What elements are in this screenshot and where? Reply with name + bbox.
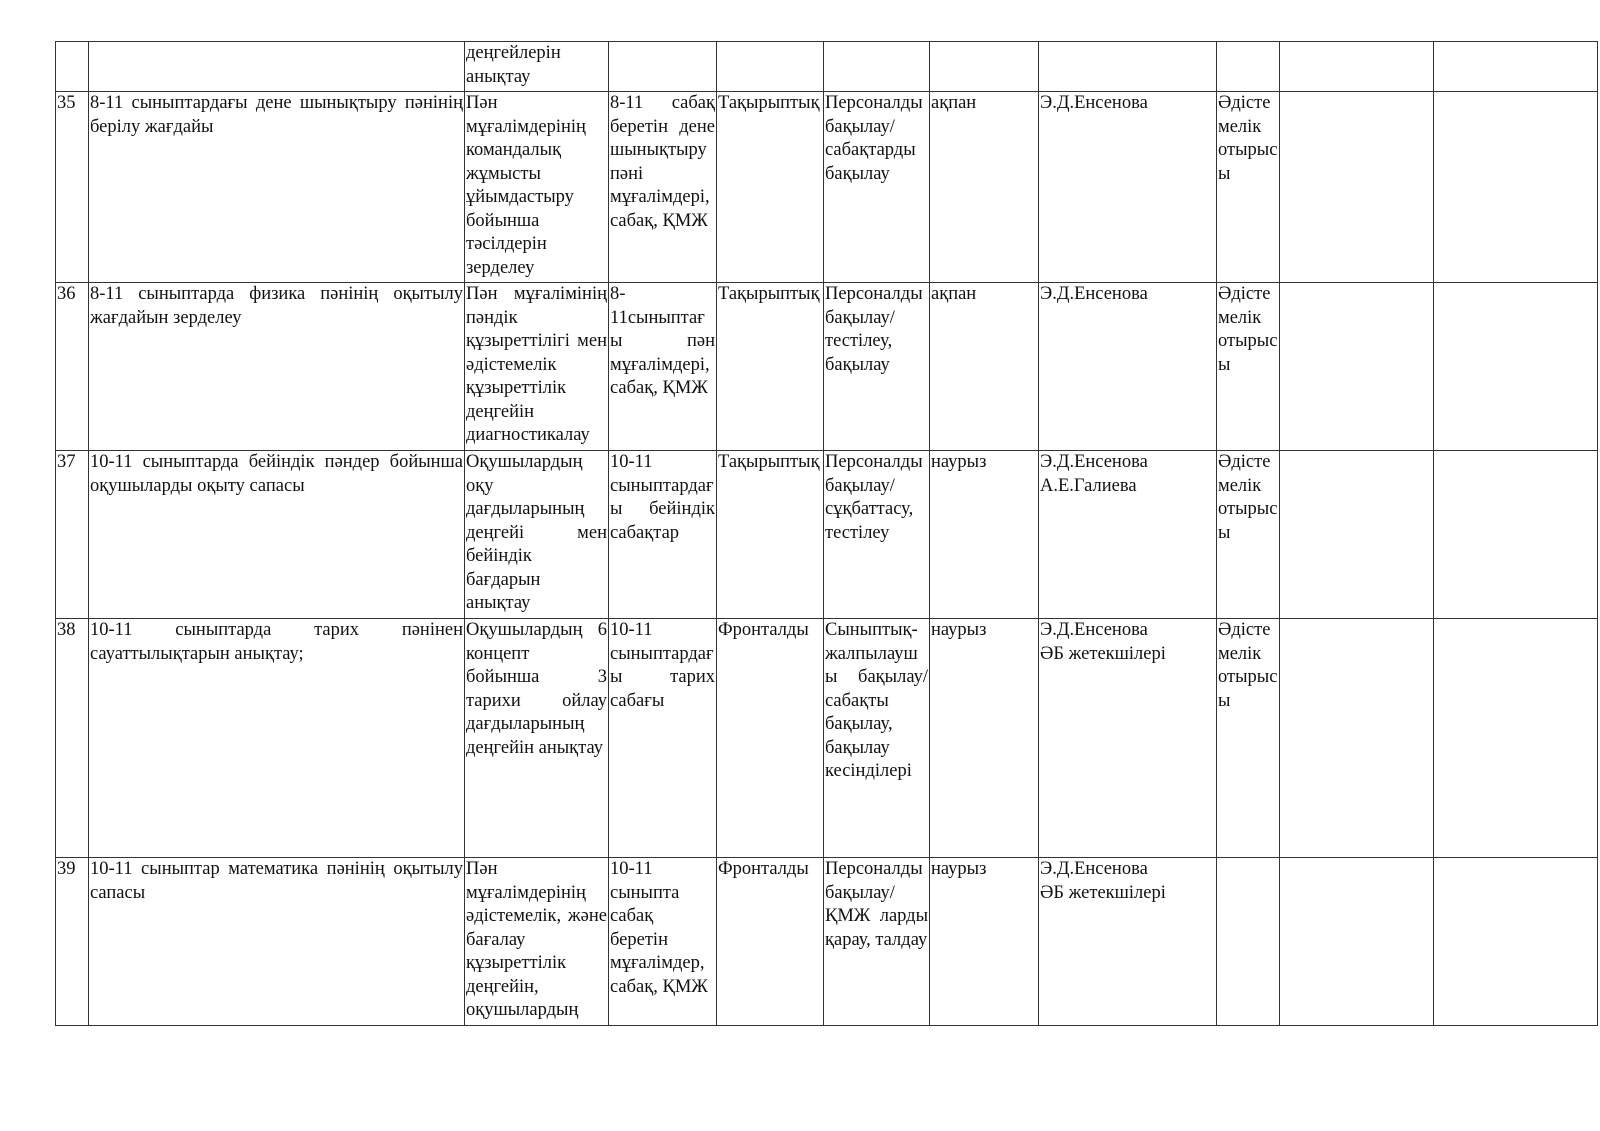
method-cell: Персоналды бақылау/ сұқбаттасу, тестілеу (824, 451, 930, 619)
table-row (56, 858, 1598, 1026)
extra-cell-2 (1434, 451, 1598, 619)
object-cell: 10-11 сыныпта сабақ беретін мұғалімдер, сабақ, ҚМЖ (609, 858, 717, 1026)
row-number: 39 (56, 858, 89, 1026)
purpose-cell: Оқушылардың 6 концепт бойынша 3 тарихи ойлау дағдыларының деңгейін анықтау (465, 619, 609, 858)
extra-cell-1 (1280, 451, 1434, 619)
method-cell: Персоналды бақылау/ тестілеу, бақылау (824, 283, 930, 451)
table-row-continuation (56, 42, 1598, 92)
extra-cell-1 (1280, 619, 1434, 858)
table-row (56, 283, 1598, 451)
purpose-cell: Пән мұғалімінің пәндік құзыреттілігі мен әдістемелік құзыреттілік деңгейін диагностикалау (465, 283, 609, 451)
extra-cell-2 (1434, 619, 1598, 858)
type-cell: Фронталды (717, 619, 824, 858)
responsible-cell: Э.Д.Енсенова ӘБ жетекшілері (1039, 619, 1217, 858)
topic-cell: 8-11 сыныптарда физика пәнінің оқытылу жағдайын зерделеу (89, 283, 465, 451)
result-cell (1217, 858, 1280, 1026)
control-plan-table (55, 41, 1598, 1026)
row-number: 36 (56, 283, 89, 451)
extra-cell-1 (1280, 858, 1434, 1026)
topic-cell: 10-11 сыныптарда бейіндік пәндер бойынша оқушыларды оқыту сапасы (89, 451, 465, 619)
extra-cell-1 (1280, 42, 1434, 92)
row-number: 38 (56, 619, 89, 858)
table-row (56, 619, 1598, 858)
object-cell: 10-11 сыныптардағы тарих сабағы (609, 619, 717, 858)
time-cell: наурыз (930, 619, 1039, 858)
topic-cell: 8-11 сыныптардағы дене шынықтыру пәнінің берілу жағдайы (89, 92, 465, 283)
extra-cell-1 (1280, 92, 1434, 283)
method-cell: Персоналды бақылау/ сабақтарды бақылау (824, 92, 930, 283)
time-cell: наурыз (930, 858, 1039, 1026)
type-cell: Тақырыптық (717, 283, 824, 451)
result-cell: Әдістемелік отырысы (1217, 92, 1280, 283)
extra-cell-2 (1434, 858, 1598, 1026)
purpose-cell: Пән мұғалімдерінің әдістемелік, және бағалау құзыреттілік деңгейін, оқушылардың (465, 858, 609, 1026)
result-cell (1217, 42, 1280, 92)
responsible-cell: Э.Д.Енсенова (1039, 92, 1217, 283)
object-cell (609, 42, 717, 92)
table-row (56, 92, 1598, 283)
responsible-cell: Э.Д.Енсенова ӘБ жетекшілері (1039, 858, 1217, 1026)
extra-cell-2 (1434, 42, 1598, 92)
time-cell: наурыз (930, 451, 1039, 619)
object-cell: 8-11 сабақ беретін дене шынықтыру пәні мұғалімдері, сабақ, ҚМЖ (609, 92, 717, 283)
object-cell: 10-11 сыныптардағы бейіндік сабақтар (609, 451, 717, 619)
responsible-cell: Э.Д.Енсенова (1039, 283, 1217, 451)
table-row (56, 451, 1598, 619)
time-cell: ақпан (930, 92, 1039, 283)
method-cell (824, 42, 930, 92)
topic-cell: 10-11 сыныптарда тарих пәнінен сауаттылықтарын анықтау; (89, 619, 465, 858)
extra-cell-1 (1280, 283, 1434, 451)
object-cell: 8-11сыныптағы пән мұғалімдері, сабақ, ҚМЖ (609, 283, 717, 451)
result-cell: Әдістемелік отырысы (1217, 451, 1280, 619)
purpose-cell: Оқушылардың оқу дағдыларының деңгейі мен бейіндік бағдарын анықтау (465, 451, 609, 619)
responsible-cell: Э.Д.Енсенова А.Е.Галиева (1039, 451, 1217, 619)
time-cell: ақпан (930, 283, 1039, 451)
topic-cell: 10-11 сыныптар математика пәнінің оқытылу сапасы (89, 858, 465, 1026)
extra-cell-2 (1434, 283, 1598, 451)
result-cell: Әдістемелік отырысы (1217, 283, 1280, 451)
responsible-cell (1039, 42, 1217, 92)
type-cell: Тақырыптық (717, 92, 824, 283)
extra-cell-2 (1434, 92, 1598, 283)
time-cell (930, 42, 1039, 92)
type-cell (717, 42, 824, 92)
method-cell: Персоналды бақылау/ҚМЖ ларды қарау, талдау (824, 858, 930, 1026)
result-cell: Әдістемелік отырысы (1217, 619, 1280, 858)
type-cell: Фронталды (717, 858, 824, 1026)
num-cell (56, 42, 89, 92)
type-cell: Тақырыптық (717, 451, 824, 619)
row-number: 37 (56, 451, 89, 619)
purpose-cell: деңгейлерін анықтау (465, 42, 609, 92)
topic-cell (89, 42, 465, 92)
row-number: 35 (56, 92, 89, 283)
method-cell: Сыныптық-жалпылаушы бақылау/ сабақты бақылау, бақылау кесінділері (824, 619, 930, 858)
purpose-cell: Пән мұғалімдерінің командалық жұмысты ұйымдастыру бойынша тәсілдерін зерделеу (465, 92, 609, 283)
